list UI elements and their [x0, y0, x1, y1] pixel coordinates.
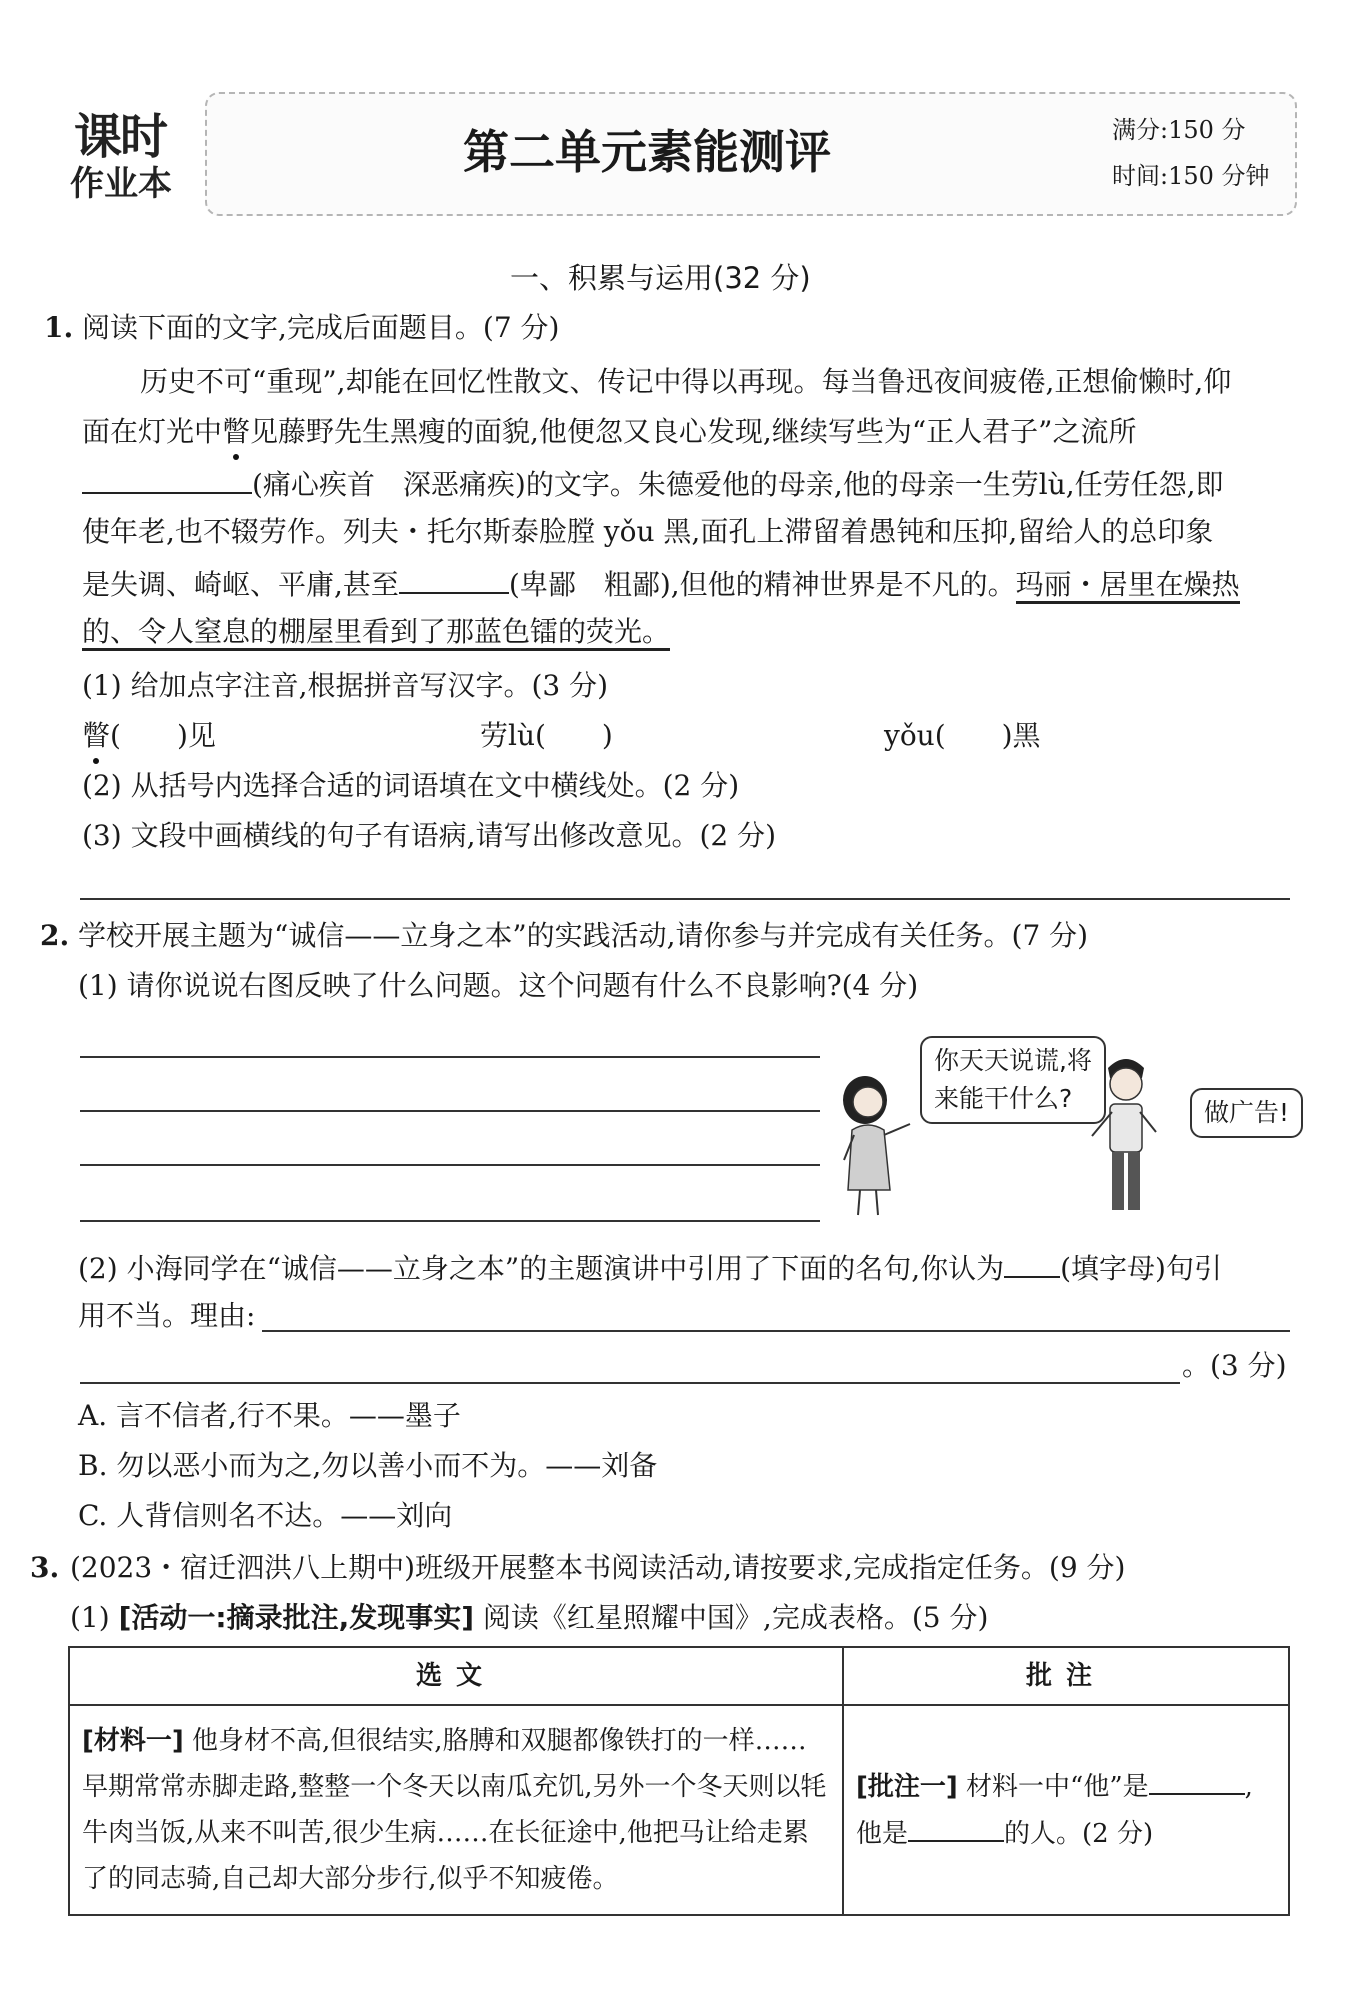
material-one-tag: [材料一]: [82, 1726, 184, 1756]
q1-passage-line6: [82, 612, 670, 652]
blank-2[interactable]: [399, 562, 509, 594]
q2-reason-label: 用不当。理由:: [78, 1299, 256, 1332]
q2-sub2: (2) 小海同学在“诚信——立身之本”的主题演讲中引用了下面的名句,你认为 (填字母)句引: [78, 1246, 1222, 1289]
q1-fill2[interactable]: 劳lù( ): [480, 719, 613, 752]
q3-prompt: (2023・宿迁泗洪八上期中)班级开展整本书阅读活动,请按要求,完成指定任务。(9 分): [70, 1551, 1126, 1584]
reading-table: [68, 1646, 1290, 1916]
q2-prompt: 学校开展主题为“诚信——立身之本”的实践活动,请你参与并完成有关任务。(7 分): [78, 919, 1089, 952]
q2-reason-line-2[interactable]: [80, 1382, 1180, 1384]
table-header-note: 批注: [843, 1647, 1289, 1705]
q1-passage-line4: 使年老,也不辍劳作。列夫・托尔斯泰脸膛 yǒu 黑,面孔上滞留着愚钝和压抑,留给人的总印象: [82, 515, 1214, 548]
q2-option-c: C. 人背信则名不达。——刘向: [78, 1499, 453, 1532]
underlined-sentence: 的、令人窒息的棚屋里看到了那蓝色镭的荧光。: [82, 615, 670, 651]
title-box: [205, 92, 1297, 216]
exam-time: 时间:150 分钟: [1112, 162, 1270, 190]
dotted-char: 瞥: [222, 412, 250, 452]
page-title: 第二单元素能测评: [463, 125, 831, 179]
q3-sub1: (1) [活动一:摘录批注,发现事实] 阅读《红星照耀中国》,完成表格。(5 分): [70, 1601, 989, 1634]
speech-bubble-boy: 做广告!: [1190, 1088, 1303, 1138]
q2-option-b: B. 勿以恶小而为之,勿以善小而不为。——刘备: [78, 1449, 658, 1482]
q1-sub2: (2) 从括号内选择合适的词语填在文中横线处。(2 分): [82, 769, 740, 802]
q1-prompt: 阅读下面的文字,完成后面题目。(7 分): [82, 311, 560, 344]
note-one-tag: [批注一]: [856, 1772, 958, 1802]
q1-fill1[interactable]: 瞥( )见: [82, 716, 216, 756]
q1-passage-line1: 历史不可“重现”,却能在回忆性散文、传记中得以再现。每当鲁迅夜间疲倦,正想偷懒时,仰: [140, 365, 1232, 398]
logo: [70, 98, 185, 206]
section-title: 一、积累与运用(32 分): [510, 261, 811, 295]
q1-passage-line3: (痛心疾首 深恶痛疾)的文字。朱德爱他的母亲,他的母亲一生劳lù,任劳任怨,即: [82, 462, 1224, 505]
logo-line2: 作业本: [70, 164, 172, 204]
girl-figure: [843, 1076, 910, 1215]
note-one-cell: [批注一] 材料一中“他”是 , 他是 的人。(2 分): [843, 1705, 1289, 1915]
q1-answer-line[interactable]: [80, 898, 1290, 900]
q3-number: 3.: [30, 1551, 60, 1584]
note-blank-1[interactable]: [1149, 1763, 1245, 1795]
q1-passage-line2: 面在灯光中瞥见藤野先生黑瘦的面貌,他便忽又良心发现,继续写些为“正人君子”之流所: [82, 412, 1136, 452]
note-blank-2[interactable]: [908, 1810, 1004, 1842]
full-score: 满分:150 分: [1112, 116, 1246, 144]
q1-sub1: (1) 给加点字注音,根据拼音写汉字。(3 分): [82, 669, 609, 702]
q2-sub2-score: 。(3 分): [1182, 1349, 1287, 1382]
speech-bubble-girl: 你天天说谎,将 来能干什么?: [920, 1036, 1106, 1124]
q1-fill3[interactable]: yǒu( )黑: [884, 719, 1041, 752]
q1-sub3: (3) 文段中画横线的句子有语病,请写出修改意见。(2 分): [82, 819, 777, 852]
blank-1[interactable]: [82, 462, 252, 494]
q2-answer-line-3[interactable]: [80, 1164, 820, 1166]
q2-answer-line-4[interactable]: [80, 1220, 820, 1222]
letter-blank[interactable]: [1004, 1246, 1060, 1278]
material-one-cell: [材料一] 他身材不高,但很结实,胳膊和双腿都像铁打的一样…… 早期常常赤脚走路,整整一个冬天以南瓜充饥,另外一个冬天则以牦 牛肉当饭,从来不叫苦,很少生病……在长征途中,他把马让给走累 了的同志骑,自己却大部分步行,似乎不知疲倦。: [69, 1705, 843, 1915]
logo-line1: 课时: [74, 109, 167, 165]
q2-answer-line-2[interactable]: [80, 1110, 820, 1112]
q2-answer-line-1[interactable]: [80, 1056, 820, 1058]
activity-tag: [活动一:摘录批注,发现事实]: [118, 1601, 475, 1634]
q1-passage-line5: 是失调、崎岖、平庸,甚至 (卑鄙 粗鄙),但他的精神世界是不凡的。玛丽・居里在燥热: [82, 562, 1240, 605]
q2-option-a: A. 言不信者,行不果。——墨子: [78, 1399, 461, 1432]
q2-sub1: (1) 请你说说右图反映了什么问题。这个问题有什么不良影响?(4 分): [78, 969, 919, 1002]
q2-number: 2.: [40, 919, 70, 952]
table-header-text: 选文: [69, 1647, 843, 1705]
q2-reason-line-1[interactable]: [262, 1330, 1290, 1332]
q1-number: 1.: [44, 311, 74, 344]
